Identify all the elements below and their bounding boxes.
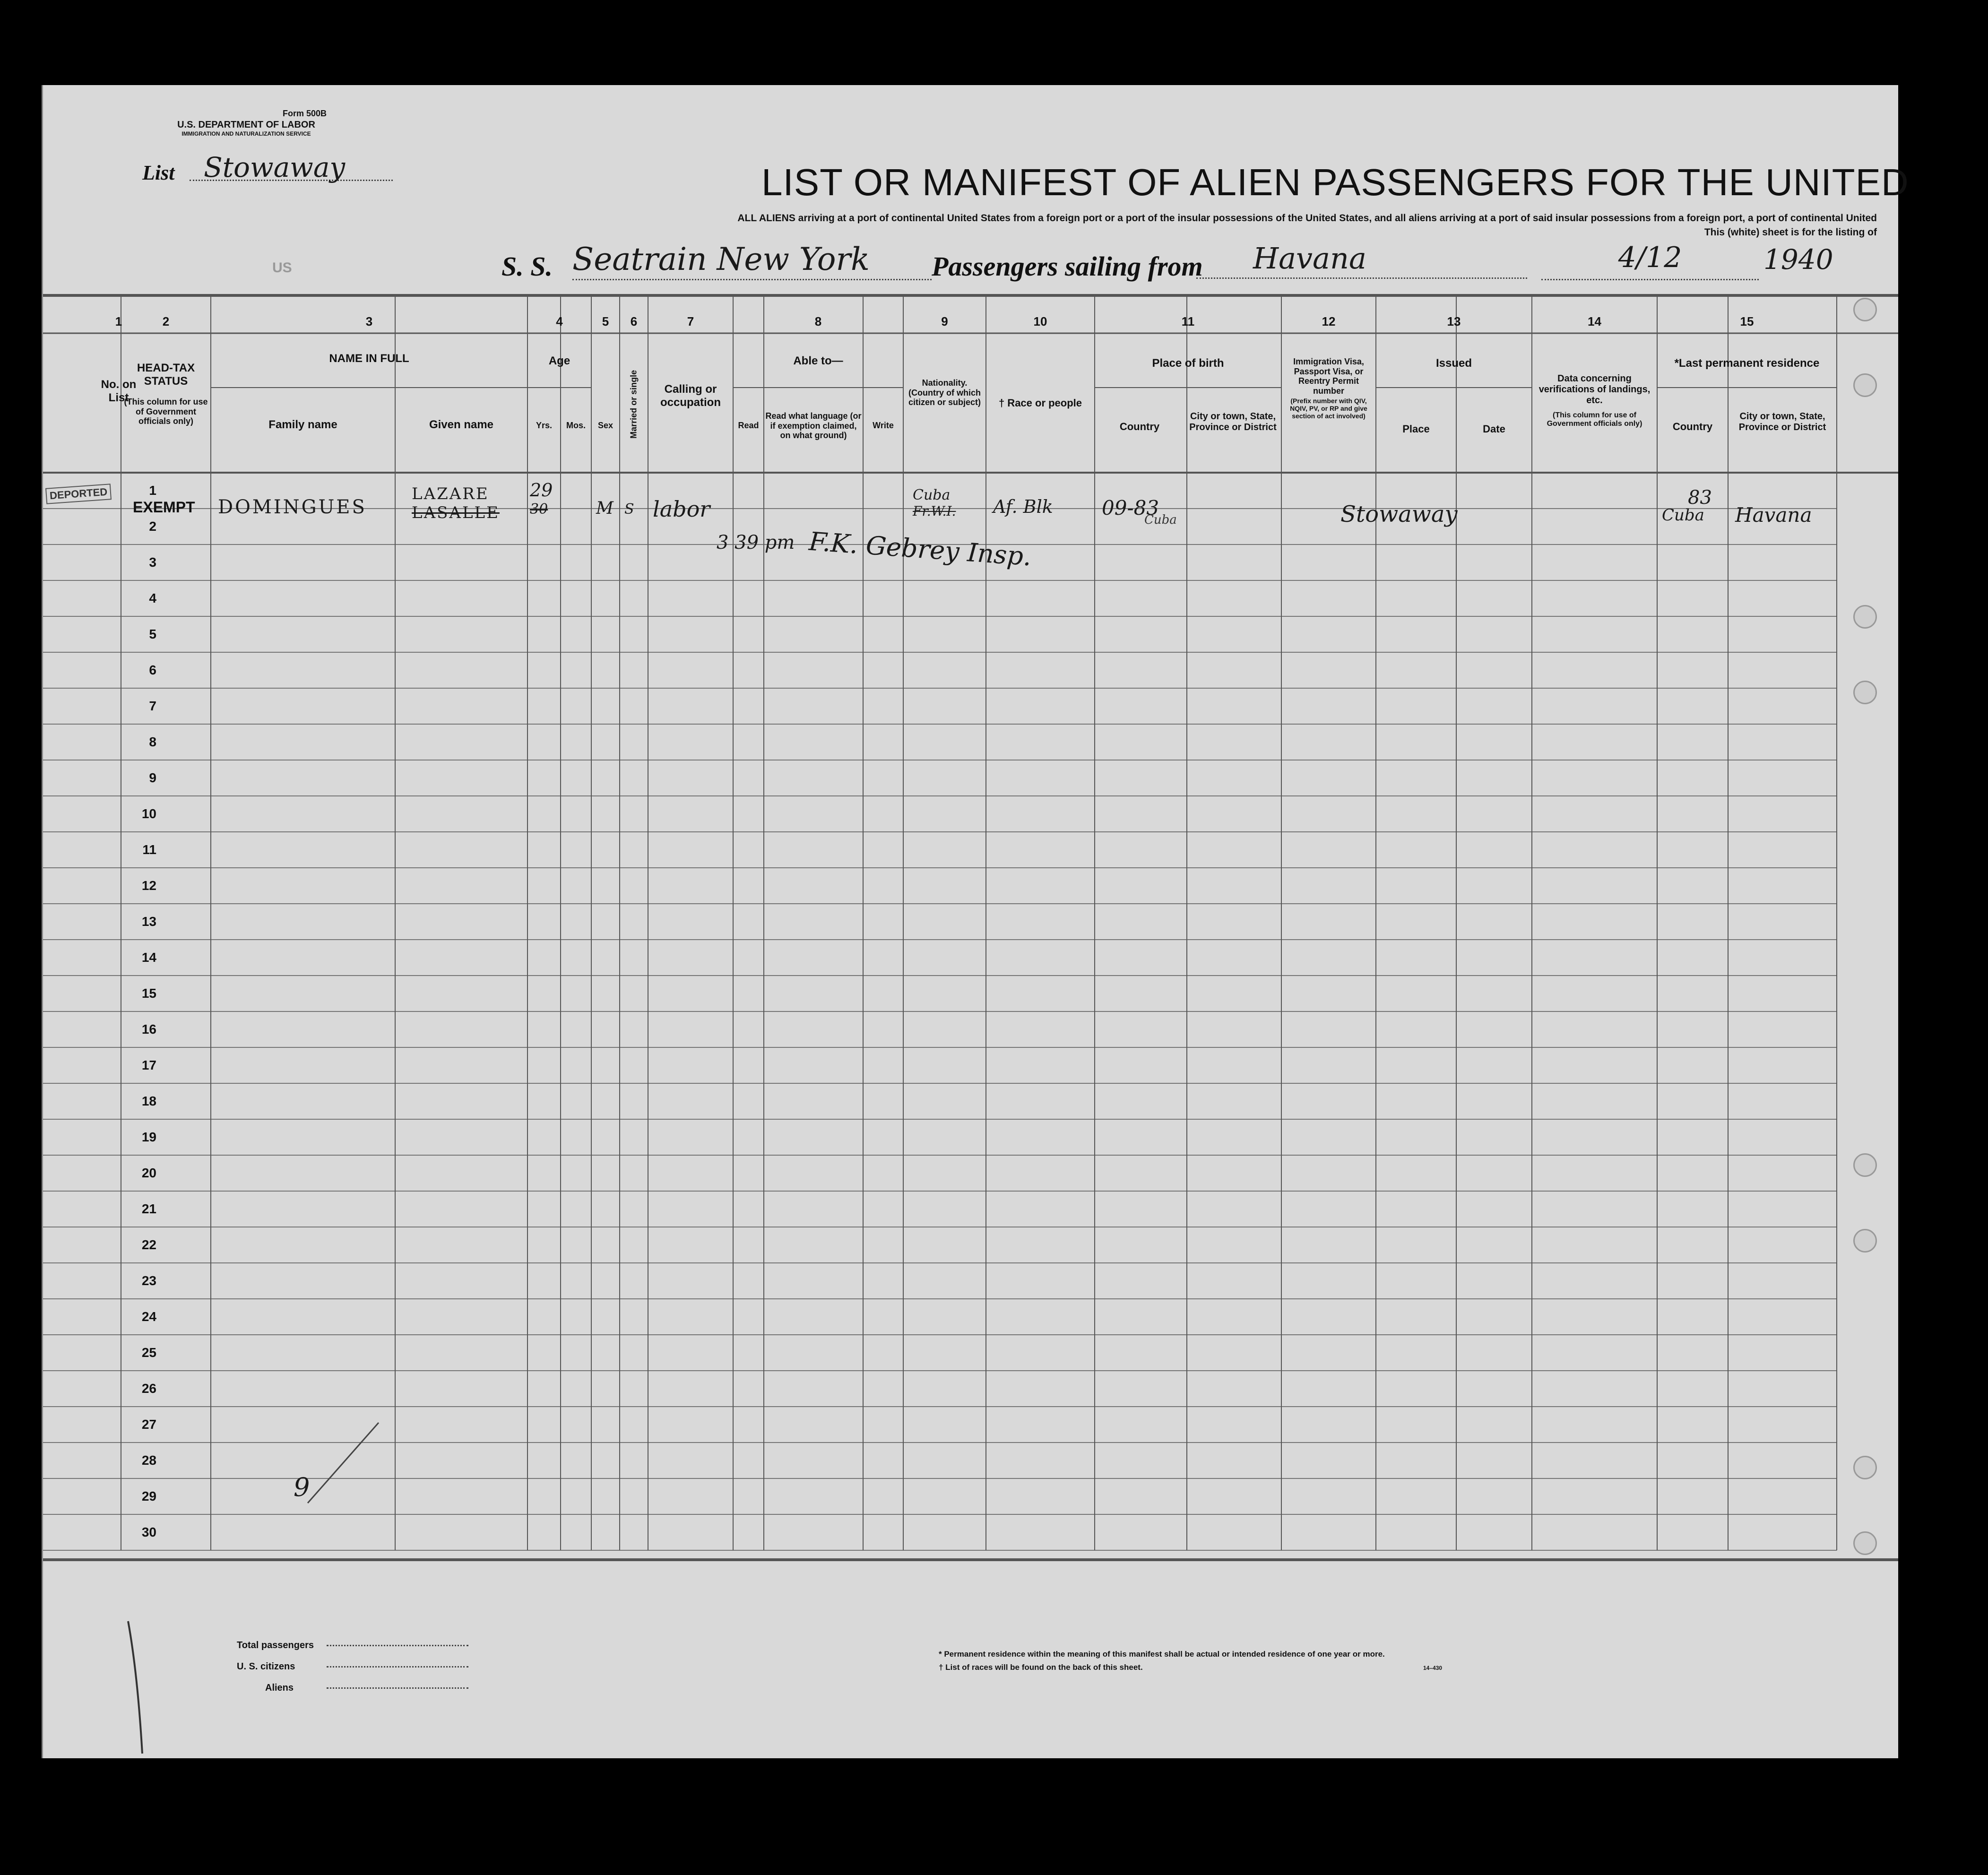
departure-year: 1940 bbox=[1763, 243, 1833, 276]
header-sex: Sex bbox=[597, 421, 614, 430]
footer-margin-stroke bbox=[123, 1616, 152, 1758]
footer-aliens: Aliens bbox=[265, 1683, 294, 1693]
family-name-value: DOMINGUES bbox=[218, 496, 367, 518]
colnum-9: 9 bbox=[941, 314, 948, 328]
binder-hole bbox=[1853, 1229, 1877, 1253]
row-number: 24 bbox=[141, 1309, 156, 1324]
row-number: 25 bbox=[141, 1345, 156, 1360]
row-number: 23 bbox=[141, 1273, 156, 1288]
header-family-name: Family name bbox=[268, 418, 337, 431]
header-issued-place: Place bbox=[1402, 423, 1430, 435]
header-place-of-birth: Place of birth bbox=[1152, 357, 1224, 370]
given-name-value: LAZARE bbox=[412, 484, 489, 503]
binder-hole bbox=[1853, 681, 1877, 704]
row-number: 16 bbox=[141, 1022, 156, 1037]
form-number: Form 500B bbox=[282, 109, 327, 118]
row-number: 26 bbox=[141, 1381, 156, 1396]
row-number: 22 bbox=[141, 1237, 156, 1252]
birth-code-value: 09-83 bbox=[1102, 496, 1159, 519]
deported-stamp: DEPORTED bbox=[45, 484, 112, 504]
row-number: 20 bbox=[141, 1166, 156, 1180]
sailing-label: Passengers sailing from bbox=[932, 251, 1203, 282]
header-head-tax: HEAD-TAX STATUS bbox=[137, 362, 195, 388]
colnum-13: 13 bbox=[1447, 314, 1461, 328]
row-number: 13 bbox=[141, 914, 156, 929]
row-number: 10 bbox=[141, 806, 156, 821]
row-number: 9 bbox=[149, 770, 156, 785]
header-verifications: Data concerning verifications of landings, etc. bbox=[1539, 373, 1651, 406]
header-visa-note: (Prefix number with QIV, NQIV, PV, or RP and give section of act involved) bbox=[1290, 397, 1367, 420]
row-number: 3 bbox=[149, 555, 156, 570]
age-years-value: 29 bbox=[530, 480, 553, 501]
departure-port: Havana bbox=[1196, 241, 1527, 279]
row-number: 1 bbox=[149, 483, 156, 498]
colnum-14: 14 bbox=[1588, 314, 1601, 328]
colnum-1: 1 bbox=[115, 314, 122, 328]
header-able-to: Able to— bbox=[793, 354, 843, 367]
header-residence-city: City or town, State, Province or District bbox=[1738, 411, 1826, 432]
footer-total-passengers: Total passengers bbox=[237, 1640, 314, 1650]
header-verifications-note: (This column for use of Government officials only) bbox=[1547, 411, 1642, 428]
margin-note: 9 bbox=[294, 1472, 310, 1502]
subtitle-line1: ALL ALIENS arriving at a port of continental United States from a foreign port or a port of the insular possessions of the United States, and all aliens arriving at a port of said insular possessions from a foreign port, a port of continental United bbox=[737, 213, 1877, 224]
colnum-6: 6 bbox=[630, 314, 638, 328]
header-issued: Issued bbox=[1435, 357, 1472, 370]
colnum-3: 3 bbox=[365, 314, 373, 328]
footer-total-line bbox=[327, 1645, 468, 1646]
manifest-sheet bbox=[42, 85, 1909, 1758]
header-write: Write bbox=[873, 421, 894, 430]
binder-hole bbox=[1853, 1456, 1877, 1479]
row-number: 6 bbox=[149, 663, 156, 677]
colnum-2: 2 bbox=[162, 314, 170, 328]
header-age: Age bbox=[548, 354, 570, 367]
footer-note-races: † List of races will be found on the back of this sheet. bbox=[939, 1663, 1143, 1672]
row-number: 19 bbox=[141, 1130, 156, 1144]
department-name: U.S. DEPARTMENT OF LABOR bbox=[177, 119, 315, 130]
header-name-in-full: NAME IN FULL bbox=[329, 352, 409, 365]
header-married: Married or single bbox=[629, 370, 639, 439]
sex-value: M bbox=[596, 499, 614, 518]
nationality-value: Cuba bbox=[913, 487, 951, 503]
colnum-12: 12 bbox=[1322, 314, 1336, 328]
list-value: Stowaway bbox=[190, 151, 393, 181]
binder-hole bbox=[1853, 298, 1877, 321]
row-number: 4 bbox=[149, 591, 156, 605]
colnum-5: 5 bbox=[602, 314, 609, 328]
colnum-8: 8 bbox=[814, 314, 822, 328]
row-number: 17 bbox=[141, 1058, 156, 1072]
row-number: 18 bbox=[141, 1094, 156, 1108]
residence-city-value: Havana bbox=[1735, 503, 1812, 527]
visa-value: Stowaway bbox=[1340, 501, 1458, 527]
page-title: LIST OR MANIFEST OF ALIEN PASSENGERS FOR THE UNITED bbox=[761, 161, 1909, 203]
binder-hole bbox=[1853, 605, 1877, 629]
colnum-10: 10 bbox=[1033, 314, 1047, 328]
departure-date: 4/12 bbox=[1541, 241, 1759, 280]
age-years-struck: 30 bbox=[530, 501, 548, 518]
header-given-name: Given name bbox=[429, 418, 494, 431]
header-issued-date: Date bbox=[1483, 423, 1505, 435]
header-read-language: Read what language (or if exemption claimed, on what ground) bbox=[765, 411, 862, 441]
footer-us-citizens: U. S. citizens bbox=[237, 1661, 295, 1672]
header-head-tax-note: (This column for use of Government officials only) bbox=[124, 397, 208, 426]
ss-label: S. S. bbox=[501, 251, 553, 282]
occupation-value: labor bbox=[653, 496, 710, 522]
list-label: List bbox=[142, 161, 175, 184]
race-value: Af. Blk bbox=[993, 496, 1053, 517]
nationality-struck: Fr.W.I. bbox=[913, 503, 956, 519]
form-block bbox=[147, 109, 346, 137]
row-number: 11 bbox=[142, 842, 156, 857]
row-number: 21 bbox=[141, 1201, 156, 1216]
header-residence-country: Country bbox=[1672, 421, 1713, 432]
header-read: Read bbox=[738, 421, 759, 430]
row-number: 2 bbox=[149, 519, 156, 534]
birth-country-value: Cuba bbox=[1144, 513, 1177, 527]
header-birth-country: Country bbox=[1119, 421, 1160, 432]
time-note: 3 39 pm bbox=[717, 532, 795, 553]
header-visa: Immigration Visa, Passport Visa, or Reentry Permit number bbox=[1293, 357, 1364, 396]
row-number: 8 bbox=[149, 734, 156, 749]
row-number: 7 bbox=[149, 699, 156, 713]
row-number: 15 bbox=[141, 986, 156, 1001]
row-number: 29 bbox=[141, 1489, 156, 1503]
row-number: 12 bbox=[141, 878, 156, 893]
colnum-11: 11 bbox=[1181, 314, 1195, 328]
given-name-struck: LASALLE bbox=[412, 503, 500, 522]
head-tax-value: EXEMPT bbox=[133, 499, 195, 516]
binder-hole bbox=[1853, 1153, 1877, 1177]
marital-value: S bbox=[624, 501, 634, 518]
footer-citizens-line bbox=[327, 1666, 468, 1668]
footer-aliens-line bbox=[327, 1687, 468, 1689]
colnum-7: 7 bbox=[687, 314, 694, 328]
header-nationality: Nationality. (Country of which citizen or subject) bbox=[908, 378, 981, 407]
footer-code: 14–430 bbox=[1423, 1665, 1443, 1671]
binder-hole bbox=[1853, 1531, 1877, 1555]
margin-stroke bbox=[298, 1413, 393, 1508]
row-number: 30 bbox=[141, 1525, 156, 1539]
header-birth-city: City or town, State, Province or District bbox=[1189, 411, 1277, 432]
row-number: 27 bbox=[141, 1417, 156, 1432]
binder-hole bbox=[1853, 373, 1877, 397]
row-number: 14 bbox=[141, 950, 156, 965]
footer-note-permanent: * Permanent residence within the meaning of this manifest shall be actual or intended residence of one year or more. bbox=[939, 1650, 1385, 1659]
residence-code-value: 83 bbox=[1688, 487, 1712, 509]
row-number: 28 bbox=[141, 1453, 156, 1468]
header-mos: Mos. bbox=[566, 421, 586, 430]
inspector-signature: F.K. Gebrey Insp. bbox=[808, 526, 1033, 572]
header-race: † Race or people bbox=[998, 397, 1082, 409]
header-yrs: Yrs. bbox=[536, 421, 553, 430]
header-no-on-list: No. on List bbox=[101, 378, 137, 404]
colnum-4: 4 bbox=[556, 314, 563, 328]
ship-name: Seatrain New York bbox=[572, 241, 932, 280]
header-last-residence: *Last permanent residence bbox=[1674, 357, 1820, 370]
service-name: IMMIGRATION AND NATURALIZATION SERVICE bbox=[182, 130, 311, 137]
subtitle-line2: This (white) sheet is for the listing of bbox=[1704, 227, 1877, 238]
residence-country-value: Cuba bbox=[1662, 506, 1704, 525]
row-number: 5 bbox=[149, 627, 156, 641]
stamp-mark: US bbox=[272, 260, 292, 276]
header-calling: Calling or occupation bbox=[660, 383, 721, 409]
colnum-15: 15 bbox=[1740, 314, 1754, 328]
